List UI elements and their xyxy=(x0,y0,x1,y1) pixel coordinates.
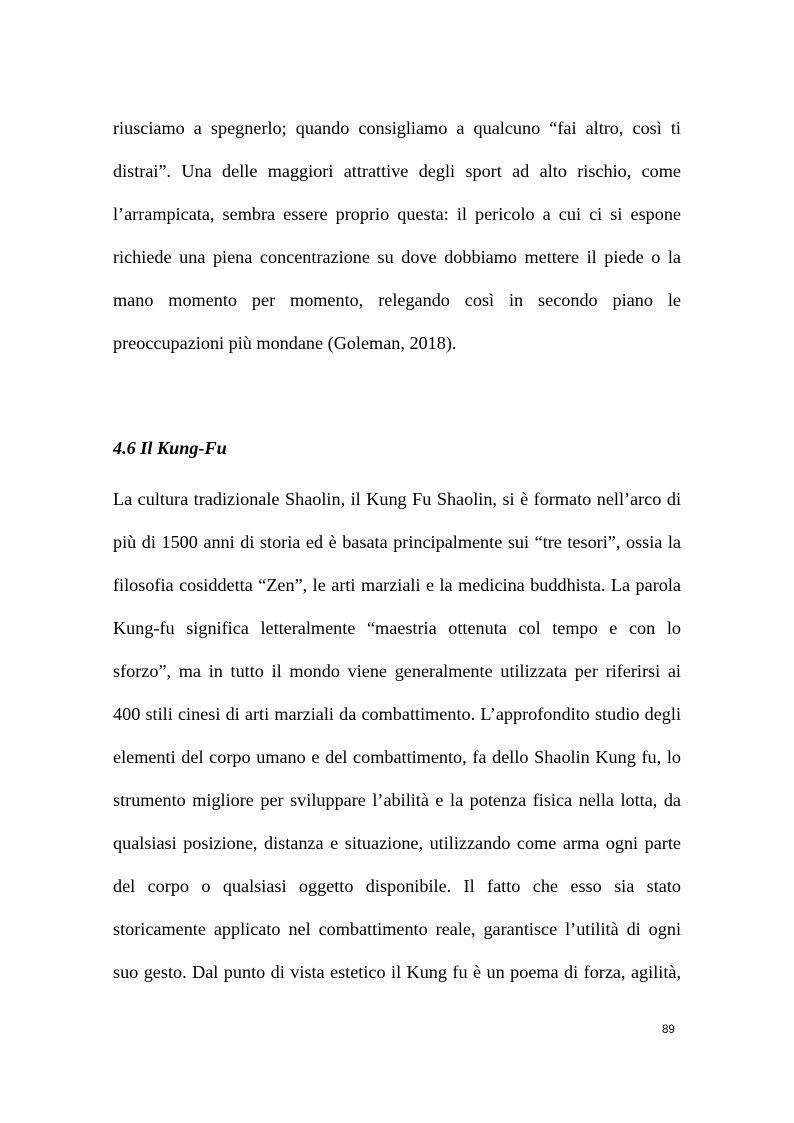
text-line: elementi del corpo umano e del combattimento, fa dello Shaolin Kung fu, lo xyxy=(113,747,681,767)
text-line: richiede una piena concentrazione su dove dobbiamo mettere il piede o la xyxy=(113,247,681,267)
text-line: preoccupazioni più mondane (Goleman, 2018). xyxy=(113,333,457,353)
text-line: Kung-fu significa letteralmente “maestria ottenuta col tempo e con lo xyxy=(113,618,681,638)
text-line: più di 1500 anni di storia ed è basata principalmente sui “tre tesori”, ossia la xyxy=(113,532,681,552)
text-line: strumento migliore per sviluppare l’abilità e la potenza fisica nella lotta, da xyxy=(113,790,681,810)
text-line: riusciamo a spegnerlo; quando consigliamo a qualcuno “fai altro, così ti xyxy=(113,118,681,138)
text-line: sforzo”, ma in tutto il mondo viene generalmente utilizzata per riferirsi ai xyxy=(113,661,681,681)
text-line: del corpo o qualsiasi oggetto disponibile. Il fatto che esso sia stato xyxy=(113,876,681,896)
text-line: distrai”. Una delle maggiori attrattive degli sport ad alto rischio, come xyxy=(113,161,681,181)
text-line: suo gesto. Dal punto di vista estetico il Kung fu è un poema di forza, agilità, xyxy=(113,962,681,982)
body-paragraph xyxy=(113,107,681,365)
text-line: l’arrampicata, sembra essere proprio questa: il pericolo a cui ci si espone xyxy=(113,204,681,224)
page-number: 89 xyxy=(662,1024,675,1036)
text-line: filosofia cosiddetta “Zen”, le arti marziali e la medicina buddhista. La parola xyxy=(113,575,681,595)
text-line: 400 stili cinesi di arti marziali da combattimento. L’approfondito studio degli xyxy=(113,704,681,724)
section-heading: 4.6 Il Kung-Fu xyxy=(113,438,227,458)
body-paragraph xyxy=(113,478,681,994)
text-line: qualsiasi posizione, distanza e situazione, utilizzando come arma ogni parte xyxy=(113,833,681,853)
text-line: mano momento per momento, relegando così in secondo piano le xyxy=(113,290,681,310)
text-line: La cultura tradizionale Shaolin, il Kung Fu Shaolin, si è formato nell’arco di xyxy=(113,489,681,509)
text-line: storicamente applicato nel combattimento reale, garantisce l’utilità di ogni xyxy=(113,919,681,939)
